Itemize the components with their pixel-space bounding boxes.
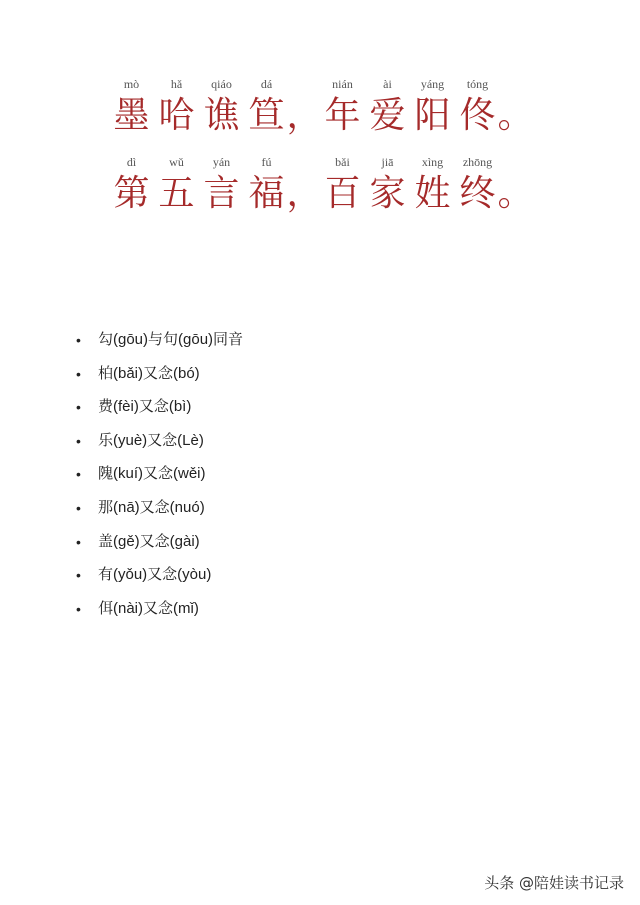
- hanzi: 姓: [414, 173, 451, 214]
- hanzi: 爱: [369, 95, 406, 136]
- poem-char: [199, 154, 244, 218]
- poem-char: [455, 76, 500, 140]
- bullet: •: [76, 432, 81, 449]
- list-item: [76, 530, 243, 564]
- hanzi: 佟: [459, 95, 496, 136]
- pinyin: dì: [126, 155, 137, 169]
- hanzi: ，: [286, 173, 323, 214]
- note-text: 勾(gōu)与句(gōu)同音: [98, 331, 244, 348]
- hanzi: 年: [324, 95, 361, 136]
- pinyin: mò: [123, 77, 140, 91]
- list-item: [76, 328, 243, 362]
- list-item: [76, 597, 243, 631]
- pinyin: yáng: [420, 77, 445, 91]
- pinyin: fú: [261, 155, 272, 169]
- list-item: [76, 462, 243, 496]
- pinyin: zhōng: [462, 155, 493, 169]
- poem-char: [365, 76, 410, 140]
- hanzi: 阳: [414, 95, 451, 136]
- note-text: 那(nā)又念(nuó): [98, 498, 205, 516]
- bullet: •: [76, 499, 81, 516]
- watermark: 头条 @陪娃读书记录: [484, 874, 624, 892]
- bullet: •: [76, 533, 81, 550]
- poem-char: [320, 154, 365, 218]
- note-text: 隗(kuí)又念(wěi): [98, 465, 206, 483]
- poem-char: [455, 154, 500, 218]
- list-item: [76, 429, 243, 463]
- pinyin: dá: [260, 77, 273, 91]
- pinyin: hǎ: [170, 77, 183, 91]
- pinyin: xìng: [421, 155, 444, 169]
- poem-char: [410, 154, 455, 218]
- note-text: 费(fèi)又念(bì): [98, 398, 192, 416]
- pinyin: nián: [332, 77, 353, 91]
- list-item: [76, 395, 243, 429]
- hanzi: 。: [497, 173, 534, 214]
- bullet: •: [76, 567, 81, 584]
- note-text: 有(yǒu)又念(yòu): [98, 566, 212, 584]
- hanzi: 福: [248, 173, 285, 214]
- hanzi: 五: [158, 173, 195, 214]
- poem-char: [410, 76, 455, 140]
- poem-char: [199, 76, 244, 140]
- bullet: •: [76, 600, 81, 617]
- note-text: 柏(bǎi)又念(bó): [98, 364, 200, 382]
- bullet: •: [76, 399, 81, 416]
- list-item: [76, 563, 243, 597]
- poem-punct: [286, 76, 323, 140]
- pinyin: bǎi: [335, 155, 350, 169]
- poem-punct: [286, 154, 323, 218]
- poem: [0, 62, 640, 218]
- bullet: •: [76, 466, 81, 483]
- hanzi: ，: [286, 95, 323, 136]
- note-text: 乐(yuè)又念(Lè): [98, 431, 204, 449]
- bullet: •: [76, 332, 81, 348]
- pronunciation-notes: [76, 328, 243, 630]
- poem-char: [244, 154, 289, 218]
- poem-char: [154, 154, 199, 218]
- pinyin: yán: [212, 155, 231, 169]
- poem-char: [244, 76, 289, 140]
- poem-punct: [497, 154, 534, 218]
- bullet: •: [76, 365, 81, 382]
- pinyin: wǔ: [169, 155, 184, 169]
- hanzi: 墨: [113, 95, 150, 136]
- hanzi: 言: [203, 173, 240, 214]
- hanzi: 第: [113, 173, 150, 214]
- hanzi: 谯: [203, 95, 240, 136]
- list-item: [76, 362, 243, 396]
- poem-line-1: [0, 62, 640, 140]
- poem-char: [109, 76, 154, 140]
- pinyin: tóng: [466, 77, 489, 91]
- hanzi: 家: [369, 173, 406, 214]
- hanzi: 百: [324, 173, 361, 214]
- pinyin: jiā: [381, 155, 394, 169]
- poem-char: [109, 154, 154, 218]
- poem-char: [320, 76, 365, 140]
- hanzi: 。: [497, 95, 534, 136]
- hanzi: 哈: [158, 95, 195, 136]
- hanzi: 终: [459, 173, 496, 214]
- pinyin: ài: [383, 77, 392, 91]
- poem-char: [154, 76, 199, 140]
- hanzi: 笪: [248, 95, 285, 136]
- pinyin: qiáo: [211, 77, 232, 91]
- note-text: 佴(nài)又念(mǐ): [98, 599, 199, 617]
- note-text: 盖(gě)又念(gài): [98, 532, 200, 550]
- poem-char: [365, 154, 410, 218]
- poem-line-2: [0, 140, 640, 218]
- poem-punct: [497, 76, 534, 140]
- list-item: [76, 496, 243, 530]
